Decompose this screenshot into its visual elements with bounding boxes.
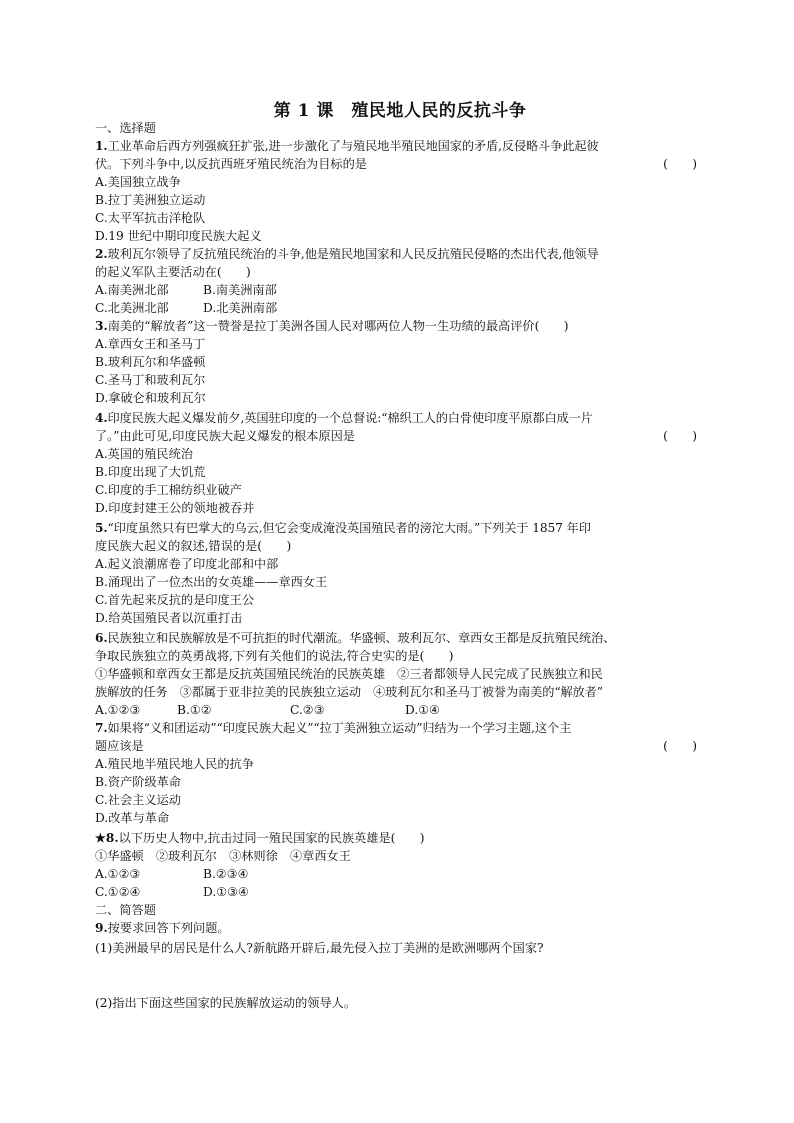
option: C.北美洲北部 xyxy=(95,301,169,315)
question-text: 南美的“解放者”这一赞誉是拉丁美洲各国人民对哪两位人物一生功绩的最高评价( ) xyxy=(107,319,569,333)
question-1-line-1 xyxy=(95,138,705,155)
option: D.给英国殖民者以沉重打击 xyxy=(95,611,243,625)
question-number: 4. xyxy=(95,411,108,425)
option: A.①②③ xyxy=(95,703,141,717)
question-8-line-1 xyxy=(95,830,705,847)
section-heading-choice: 一、选择题 xyxy=(95,121,156,135)
option: B.南美洲南部 xyxy=(203,283,277,297)
option-row xyxy=(95,282,705,299)
question-number: ★8. xyxy=(95,831,119,845)
option: B.②③④ xyxy=(203,867,249,881)
option: B.玻利瓦尔和华盛顿 xyxy=(95,355,206,369)
option-row xyxy=(95,866,705,883)
question-2-line-2: 的起义军队主要活动在( ) xyxy=(95,265,251,279)
question-6-line-2: 争取民族独立的英勇战将,下列有关他们的说法,符合史实的是( ) xyxy=(95,649,454,663)
question-3-line-1 xyxy=(95,318,705,335)
page-title: 第 1 课 殖民地人民的反抗斗争 xyxy=(273,101,527,121)
option: A.①②③ xyxy=(95,867,141,881)
answer-bracket: ( ) xyxy=(663,739,697,753)
option: B.涌现出了一位杰出的女英雄——章西女王 xyxy=(95,575,328,589)
answer-bracket: ( ) xyxy=(663,429,697,443)
option: D.拿破仑和玻利瓦尔 xyxy=(95,391,206,405)
option: A.南美洲北部 xyxy=(95,283,169,297)
question-text: 伏。下列斗争中,以反抗西班牙殖民统治为目标的是 xyxy=(95,157,367,171)
option: C.社会主义运动 xyxy=(95,793,181,807)
section-heading-short-answer: 二、简答题 xyxy=(95,903,156,917)
option-row xyxy=(95,300,705,317)
question-text: 按要求回答下列问题。 xyxy=(107,921,230,935)
option: C.①②④ xyxy=(95,885,141,899)
option: B.印度出现了大饥荒 xyxy=(95,465,206,479)
option: B.拉丁美洲独立运动 xyxy=(95,193,206,207)
question-number: 7. xyxy=(95,721,108,735)
question-text: 工业革命后西方列强疯狂扩张,进一步激化了与殖民地半殖民地国家的矛盾,反侵略斗争此起彼 xyxy=(107,139,599,153)
question-4-line-1 xyxy=(95,410,705,427)
question-1-line-2 xyxy=(95,156,705,173)
option: C.太平军抗击洋枪队 xyxy=(95,211,206,225)
option: D.改革与革命 xyxy=(95,811,170,825)
question-6-line-3: ①华盛顿和章西女王都是反抗英国殖民统治的民族英雄 ②三者都领导人民完成了民族独立和民 xyxy=(95,667,603,681)
option-row xyxy=(95,884,705,901)
question-number: 2. xyxy=(95,247,108,261)
question-text: 如果将“义和团运动”“印度民族大起义”“拉丁美洲独立运动”归结为一个学习主题,这个主 xyxy=(107,721,572,735)
option: C.首先起来反抗的是印度王公 xyxy=(95,593,255,607)
question-9-sub-2: (2)指出下面这些国家的民族解放运动的领导人。 xyxy=(95,996,357,1010)
option-row xyxy=(95,702,705,719)
question-text: 玻利瓦尔领导了反抗殖民统治的斗争,他是殖民地国家和人民反抗殖民侵略的杰出代表,他领导 xyxy=(107,247,599,261)
question-9-sub-1: (1)美洲最早的居民是什么人?新航路开辟后,最先侵入拉丁美洲的是欧洲哪两个国家? xyxy=(95,941,544,955)
question-2-line-1 xyxy=(95,246,705,263)
question-4-line-2: 了。”由此可见,印度民族大起义爆发的根本原因是 xyxy=(95,429,355,443)
option: D.①④ xyxy=(405,703,441,717)
option: A.殖民地半殖民地人民的抗争 xyxy=(95,757,254,771)
question-5-line-1 xyxy=(95,520,705,537)
question-7-line-2: 题应该是 xyxy=(95,739,144,753)
option: D.北美洲南部 xyxy=(203,301,278,315)
question-number: 1. xyxy=(95,139,108,153)
question-5-line-2: 度民族大起义的叙述,错误的是( ) xyxy=(95,539,292,553)
option: C.印度的手工棉纺织业破产 xyxy=(95,483,242,497)
option: D.印度封建王公的领地被吞并 xyxy=(95,501,255,515)
question-text: 印度民族大起义爆发前夕,英国驻印度的一个总督说:“棉织工人的白骨使印度平原都白成一片 xyxy=(107,411,593,425)
option: A.美国独立战争 xyxy=(95,175,181,189)
option: A.章西女王和圣马丁 xyxy=(95,337,206,351)
question-6-line-1 xyxy=(95,630,705,647)
question-number: 9. xyxy=(95,921,108,935)
question-number: 3. xyxy=(95,319,108,333)
question-text: 以下历史人物中,抗击过同一殖民国家的民族英雄是( ) xyxy=(118,831,425,845)
question-text: “印度虽然只有巴掌大的乌云,但它会变成淹没英国殖民者的滂沱大雨。”下列关于 1857 年印 xyxy=(107,521,591,535)
option: A.英国的殖民统治 xyxy=(95,447,193,461)
question-number: 5. xyxy=(95,521,108,535)
option: B.资产阶级革命 xyxy=(95,775,181,789)
question-9-line-1 xyxy=(95,920,705,937)
question-8-line-2: ①华盛顿 ②玻利瓦尔 ③林则徐 ④章西女王 xyxy=(95,849,351,863)
question-text: 民族独立和民族解放是不可抗拒的时代潮流。华盛顿、玻利瓦尔、章西女王都是反抗殖民统治、 xyxy=(107,631,616,645)
option: B.①② xyxy=(177,703,212,717)
option: C.圣马丁和玻利瓦尔 xyxy=(95,373,206,387)
question-7-line-1 xyxy=(95,720,705,737)
option: D.19 世纪中期印度民族大起义 xyxy=(95,229,262,243)
question-number: 6. xyxy=(95,631,108,645)
option: C.②③ xyxy=(290,703,325,717)
option: D.①③④ xyxy=(203,885,249,899)
option: A.起义浪潮席卷了印度北部和中部 xyxy=(95,557,279,571)
answer-bracket: ( ) xyxy=(663,157,697,171)
question-6-line-4: 族解放的任务 ③都属于亚非拉美的民族独立运动 ④玻利瓦尔和圣马丁被誉为南美的“解放者” xyxy=(95,685,603,699)
